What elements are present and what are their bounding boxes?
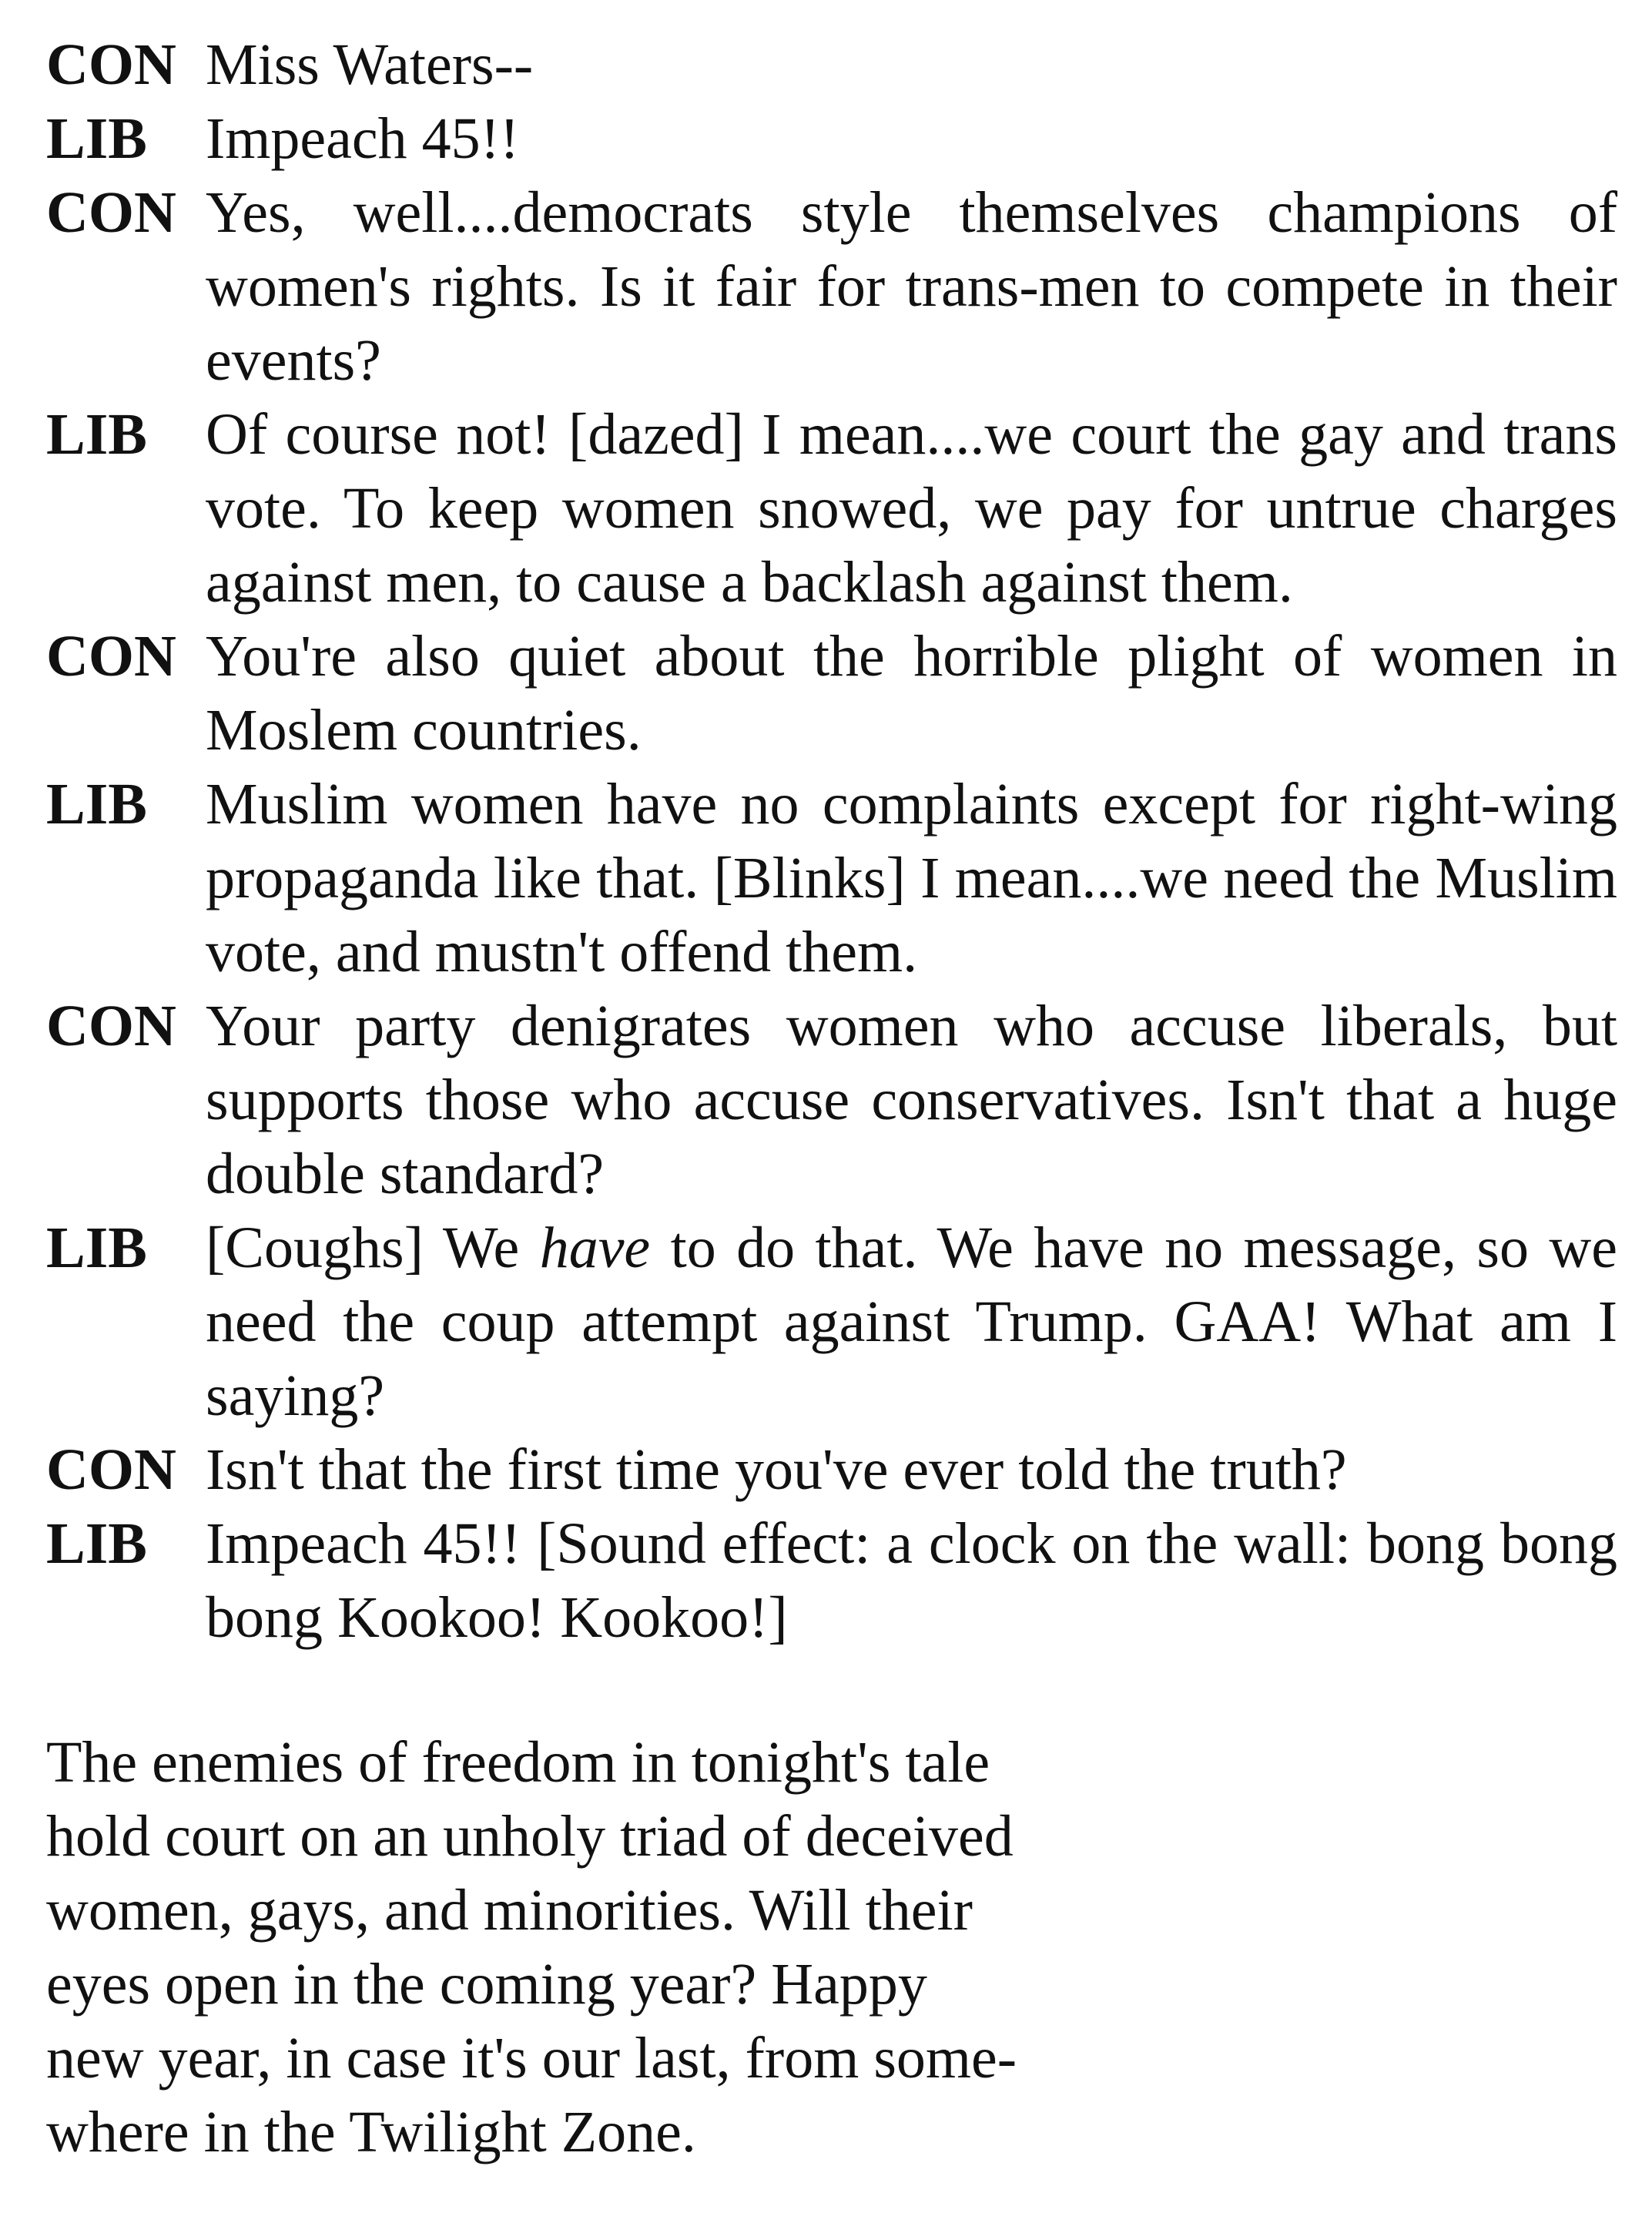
closing-line: The enemies of freedom in tonight's tale <box>46 1730 990 1795</box>
speaker-label: CON <box>46 32 176 97</box>
dialogue-turn <box>46 619 1617 767</box>
speech-text: Yes, well....democrats style themselves champions of women's rights. Is it fair for trans-men to compete in their events? <box>206 180 1617 393</box>
dialogue-turn <box>46 767 1617 989</box>
dialogue-turn <box>46 1433 1617 1507</box>
speech-text: Miss Waters-- <box>206 32 534 97</box>
closing-line: women, gays, and minorities. Will their <box>46 1878 973 1943</box>
dialogue-turn <box>46 1211 1617 1433</box>
dialogue-turn <box>46 102 1617 176</box>
dialogue-turn <box>46 397 1617 619</box>
dialogue <box>46 28 1617 1655</box>
speaker-label: LIB <box>46 402 147 467</box>
closing-line: where in the Twilight Zone. <box>46 2100 696 2164</box>
closing-line: eyes open in the coming year? Happy <box>46 1952 927 2017</box>
speaker-label: LIB <box>46 772 147 837</box>
closing-paragraph <box>46 1725 1124 2169</box>
speech-fragment: [Coughs] We <box>206 1215 540 1280</box>
emphasized-word: have <box>539 1215 651 1280</box>
speech-text: Muslim women have no complaints except for right-wing propaganda like that. [Blinks] I mean....we need the Muslim vote, and mustn't offend them. <box>206 772 1617 984</box>
dialogue-turn <box>46 28 1617 102</box>
speech-text <box>206 1211 1617 1433</box>
speaker-label: CON <box>46 180 176 245</box>
speaker-label: CON <box>46 994 176 1058</box>
speech-fragment: to do that. We have no message, so we need the coup attempt against Trump. GAA! What am I saying? <box>206 1215 1617 1428</box>
speaker-label: LIB <box>46 1215 147 1280</box>
speaker-label: CON <box>46 1437 176 1502</box>
dialogue-turn <box>46 989 1617 1211</box>
speech-text: Of course not! [dazed] I mean....we court the gay and trans vote. To keep women snowed, we pay for untrue charges against men, to cause a backlash against them. <box>206 402 1617 615</box>
speech-text: You're also quiet about the horrible plight of women in Moslem countries. <box>206 624 1617 763</box>
speech-text: Impeach 45!! <box>206 106 520 171</box>
closing-line: hold court on an unholy triad of deceived <box>46 1804 1014 1869</box>
speaker-label: CON <box>46 624 176 689</box>
closing-line: new year, in case it's our last, from some- <box>46 2026 1017 2091</box>
speech-text: Impeach 45!! [Sound effect: a clock on the wall: bong bong bong Kookoo! Kookoo!] <box>206 1511 1617 1650</box>
dialogue-turn <box>46 1507 1617 1655</box>
speech-text: Your party denigrates women who accuse liberals, but supports those who accuse conservatives. Isn't that a huge double standard? <box>206 994 1617 1206</box>
speaker-label: LIB <box>46 1511 147 1576</box>
dialogue-turn <box>46 176 1617 397</box>
speech-text: Isn't that the first time you've ever told the truth? <box>206 1437 1347 1502</box>
speaker-label: LIB <box>46 106 147 171</box>
